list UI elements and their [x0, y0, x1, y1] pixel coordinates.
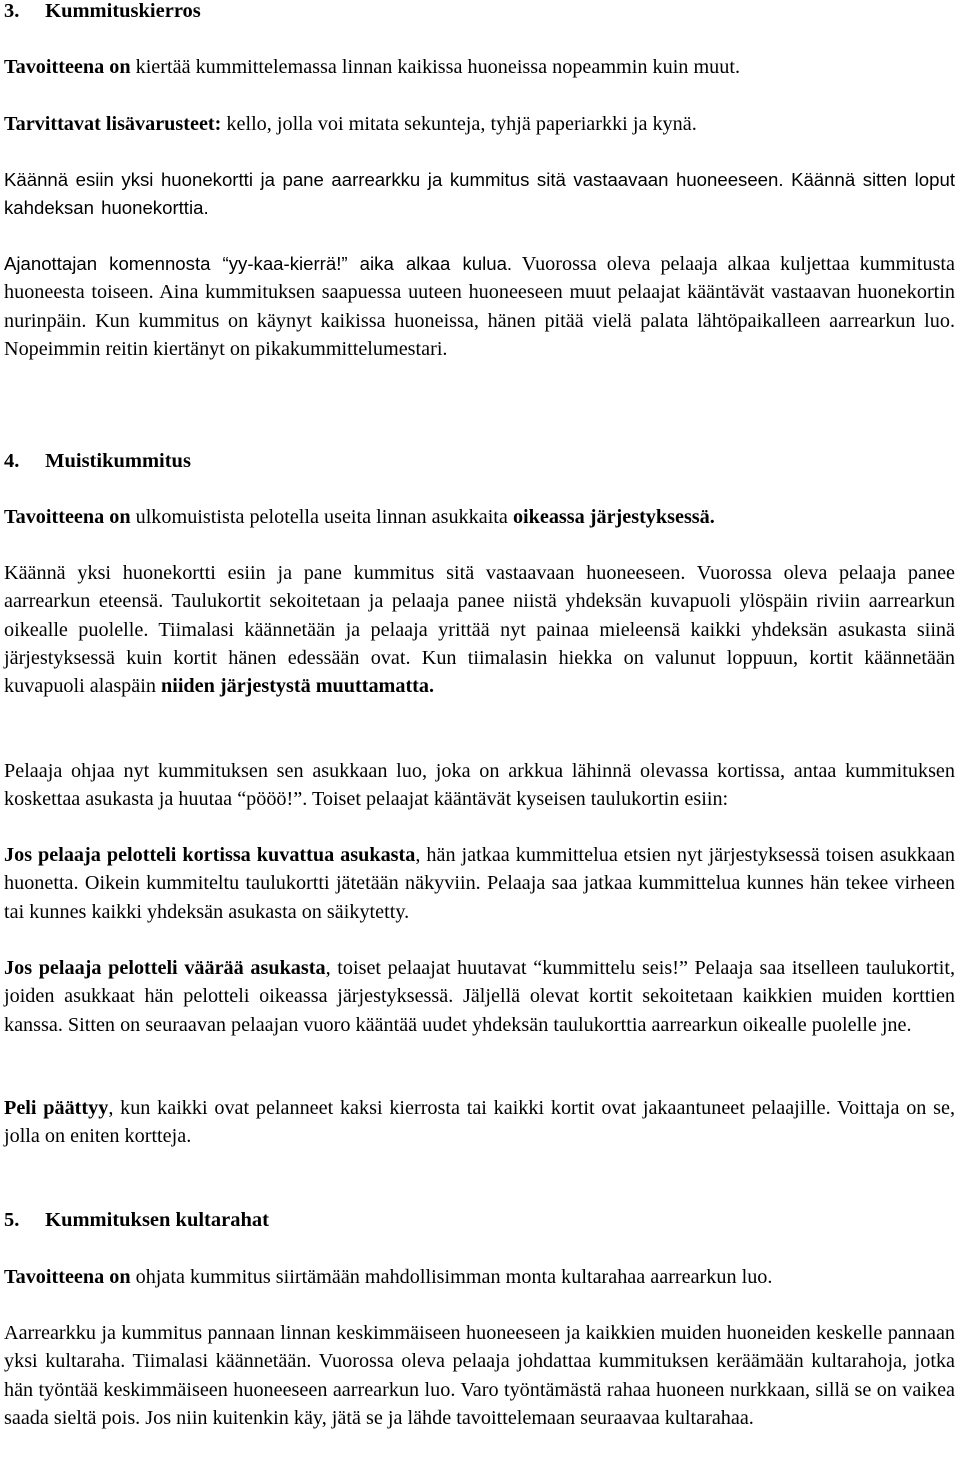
section-4-goal-label: Tavoitteena on [4, 506, 131, 528]
section-4-goal-text: ulkomuistista pelotella useita linnan asukkaita [130, 506, 513, 528]
section-3-equipment-text: kello, jolla voi mitata sekunteja, tyhjä paperiarkki ja kynä. [221, 113, 697, 135]
section-4-heading [4, 447, 191, 475]
section-5-goal-text: ohjata kummitus siirtämään mahdollisimman monta kultarahaa aarrearkun luo. [130, 1266, 773, 1288]
section-3-equipment [4, 110, 955, 138]
section-3-goal-label: Tavoitteena on [4, 56, 131, 78]
section-4-title: Muistikummitus [45, 450, 191, 472]
section-3-play-start: Ajanottajan komennosta “yy-kaa-kierrä!” aika alkaa kulua. [4, 253, 513, 274]
section-4-paragraph-4 [4, 954, 955, 1039]
section-4-p1-bold: niiden järjestystä muuttamatta. [160, 675, 435, 698]
section-4-paragraph-1 [4, 559, 955, 700]
section-4-p3-text: , hän jatkaa kummittelua etsien nyt järjestyksessä toisen asukkaan huonetta. Oikein kummiteltu taulukortti jätetään näkyviin. Pelaaja saa jatkaa kummittelua kunnes hän tekee virheen tai kunnes kaikki yhdeksän asukasta on säikytetty. [4, 844, 955, 923]
section-3-goal-text: kiertää kummittelemassa linnan kaikissa huoneissa nopeammin kuin muut. [130, 56, 740, 78]
section-3-play-text: Vuorossa oleva pelaaja alkaa kuljettaa kummitusta huoneesta toiseen. Aina kummituksen saapuessa uuteen huoneeseen muut pelaajat kääntävät vastaavan huonekortin nurinpäin. Kun kummitus on käynyt kaikissa huoneissa, hänen pitää vielä palata lähtöpaikalleen aarrearkun luo. Nopeimmin reitin kiertänyt on pikakummittelumestari. [4, 253, 955, 360]
section-4-p1-text: Käännä yksi huonekortti esiin ja pane kummitus sitä vastaavaan huoneeseen. Vuorossa oleva pelaaja panee aarrearkun eteensä. Taulukortit sekoitetaan ja pelaaja panee niistä yhdeksän kuvapuoli ylöspäin riviin aarrearkun oikealle puolelle. Tiimalasi käännetään ja pelaaja yrittää nyt painaa mieleensä kaikki yhdeksän asukasta siinä järjestyksessä kuin kortit hänen edessään ovat. Kun tiimalasin hiekka on valunut loppuun, kortit käännetään kuvapuoli alaspäin [4, 562, 955, 698]
section-5-goal [4, 1263, 955, 1291]
section-4-paragraph-3 [4, 841, 955, 926]
section-3-equipment-label: Tarvittavat lisävarusteet: [4, 113, 222, 135]
section-4-paragraph-5 [4, 1094, 955, 1151]
section-4-p4-text: , toiset pelaajat huutavat “kummittelu seis!” Pelaaja saa itselleen taulukortit, joiden asukkaat hän pelotteli oikeassa järjestyksessä. Jäljellä olevat kortit sekoitetaan kaikkien muiden korttien kanssa. Sitten on seuraavan pelaajan vuoro kääntää uudet yhdeksän taulukorttia aarrearkun oikealle puolelle jne. [4, 957, 955, 1036]
section-3-setup: Käännä esiin yksi huonekortti ja pane aarrearkku ja kummitus sitä vastaavaan huoneeseen. Käännä sitten loput kahdeksan huonekorttia. [4, 169, 955, 219]
section-5-paragraph-1: Aarrearkku ja kummitus pannaan linnan keskimmäiseen huoneeseen ja kaikkien muiden huoneiden keskelle pannaan yksi kultaraha. Tiimalasi käännetään. Vuorossa oleva pelaaja johdattaa kummituksen keräämään kultarahoja, jotka hän työntää keskimmäiseen huoneeseen aarrearkun luo. Varo työntämästä rahaa huoneen nurkkaan, sillä se on vaikea saada sieltä pois. Jos niin kuitenkin käy, jätä se ja lähde tavoittelemaan seuraavaa kultarahaa. [4, 1322, 955, 1429]
section-4-p5-bold: Peli päättyy [4, 1097, 109, 1119]
section-5-goal-label: Tavoitteena on [4, 1266, 131, 1288]
section-4-p4-bold: Jos pelaaja pelotteli väärää asukasta [4, 957, 326, 979]
section-4-goal [4, 503, 955, 531]
section-3-number: 3. [4, 0, 20, 22]
section-5-heading [4, 1206, 269, 1234]
section-4-p3-bold: Jos pelaaja pelotteli kortissa kuvattua asukasta [4, 844, 416, 866]
section-4-p5-text: , kun kaikki ovat pelanneet kaksi kierrosta tai kaikki kortit ovat jakaantuneet pelaajille. Voittaja on se, jolla on eniten kortteja. [4, 1097, 955, 1148]
section-3-heading [4, 0, 201, 25]
section-3-title: Kummituskierros [45, 0, 201, 22]
section-3-goal [4, 53, 955, 81]
section-5-number: 5. [4, 1209, 20, 1231]
section-4-paragraph-2: Pelaaja ohjaa nyt kummituksen sen asukkaan luo, joka on arkkua lähinnä olevassa kortissa, antaa kummituksen koskettaa asukasta ja huutaa “pööö!”. Toiset pelaajat kääntävät kyseisen taulukortin esiin: [4, 760, 955, 811]
section-4-goal-bold: oikeassa järjestyksessä. [512, 506, 715, 528]
section-4-number: 4. [4, 450, 20, 472]
section-3-play [4, 250, 955, 363]
section-5-title: Kummituksen kultarahat [45, 1209, 269, 1231]
